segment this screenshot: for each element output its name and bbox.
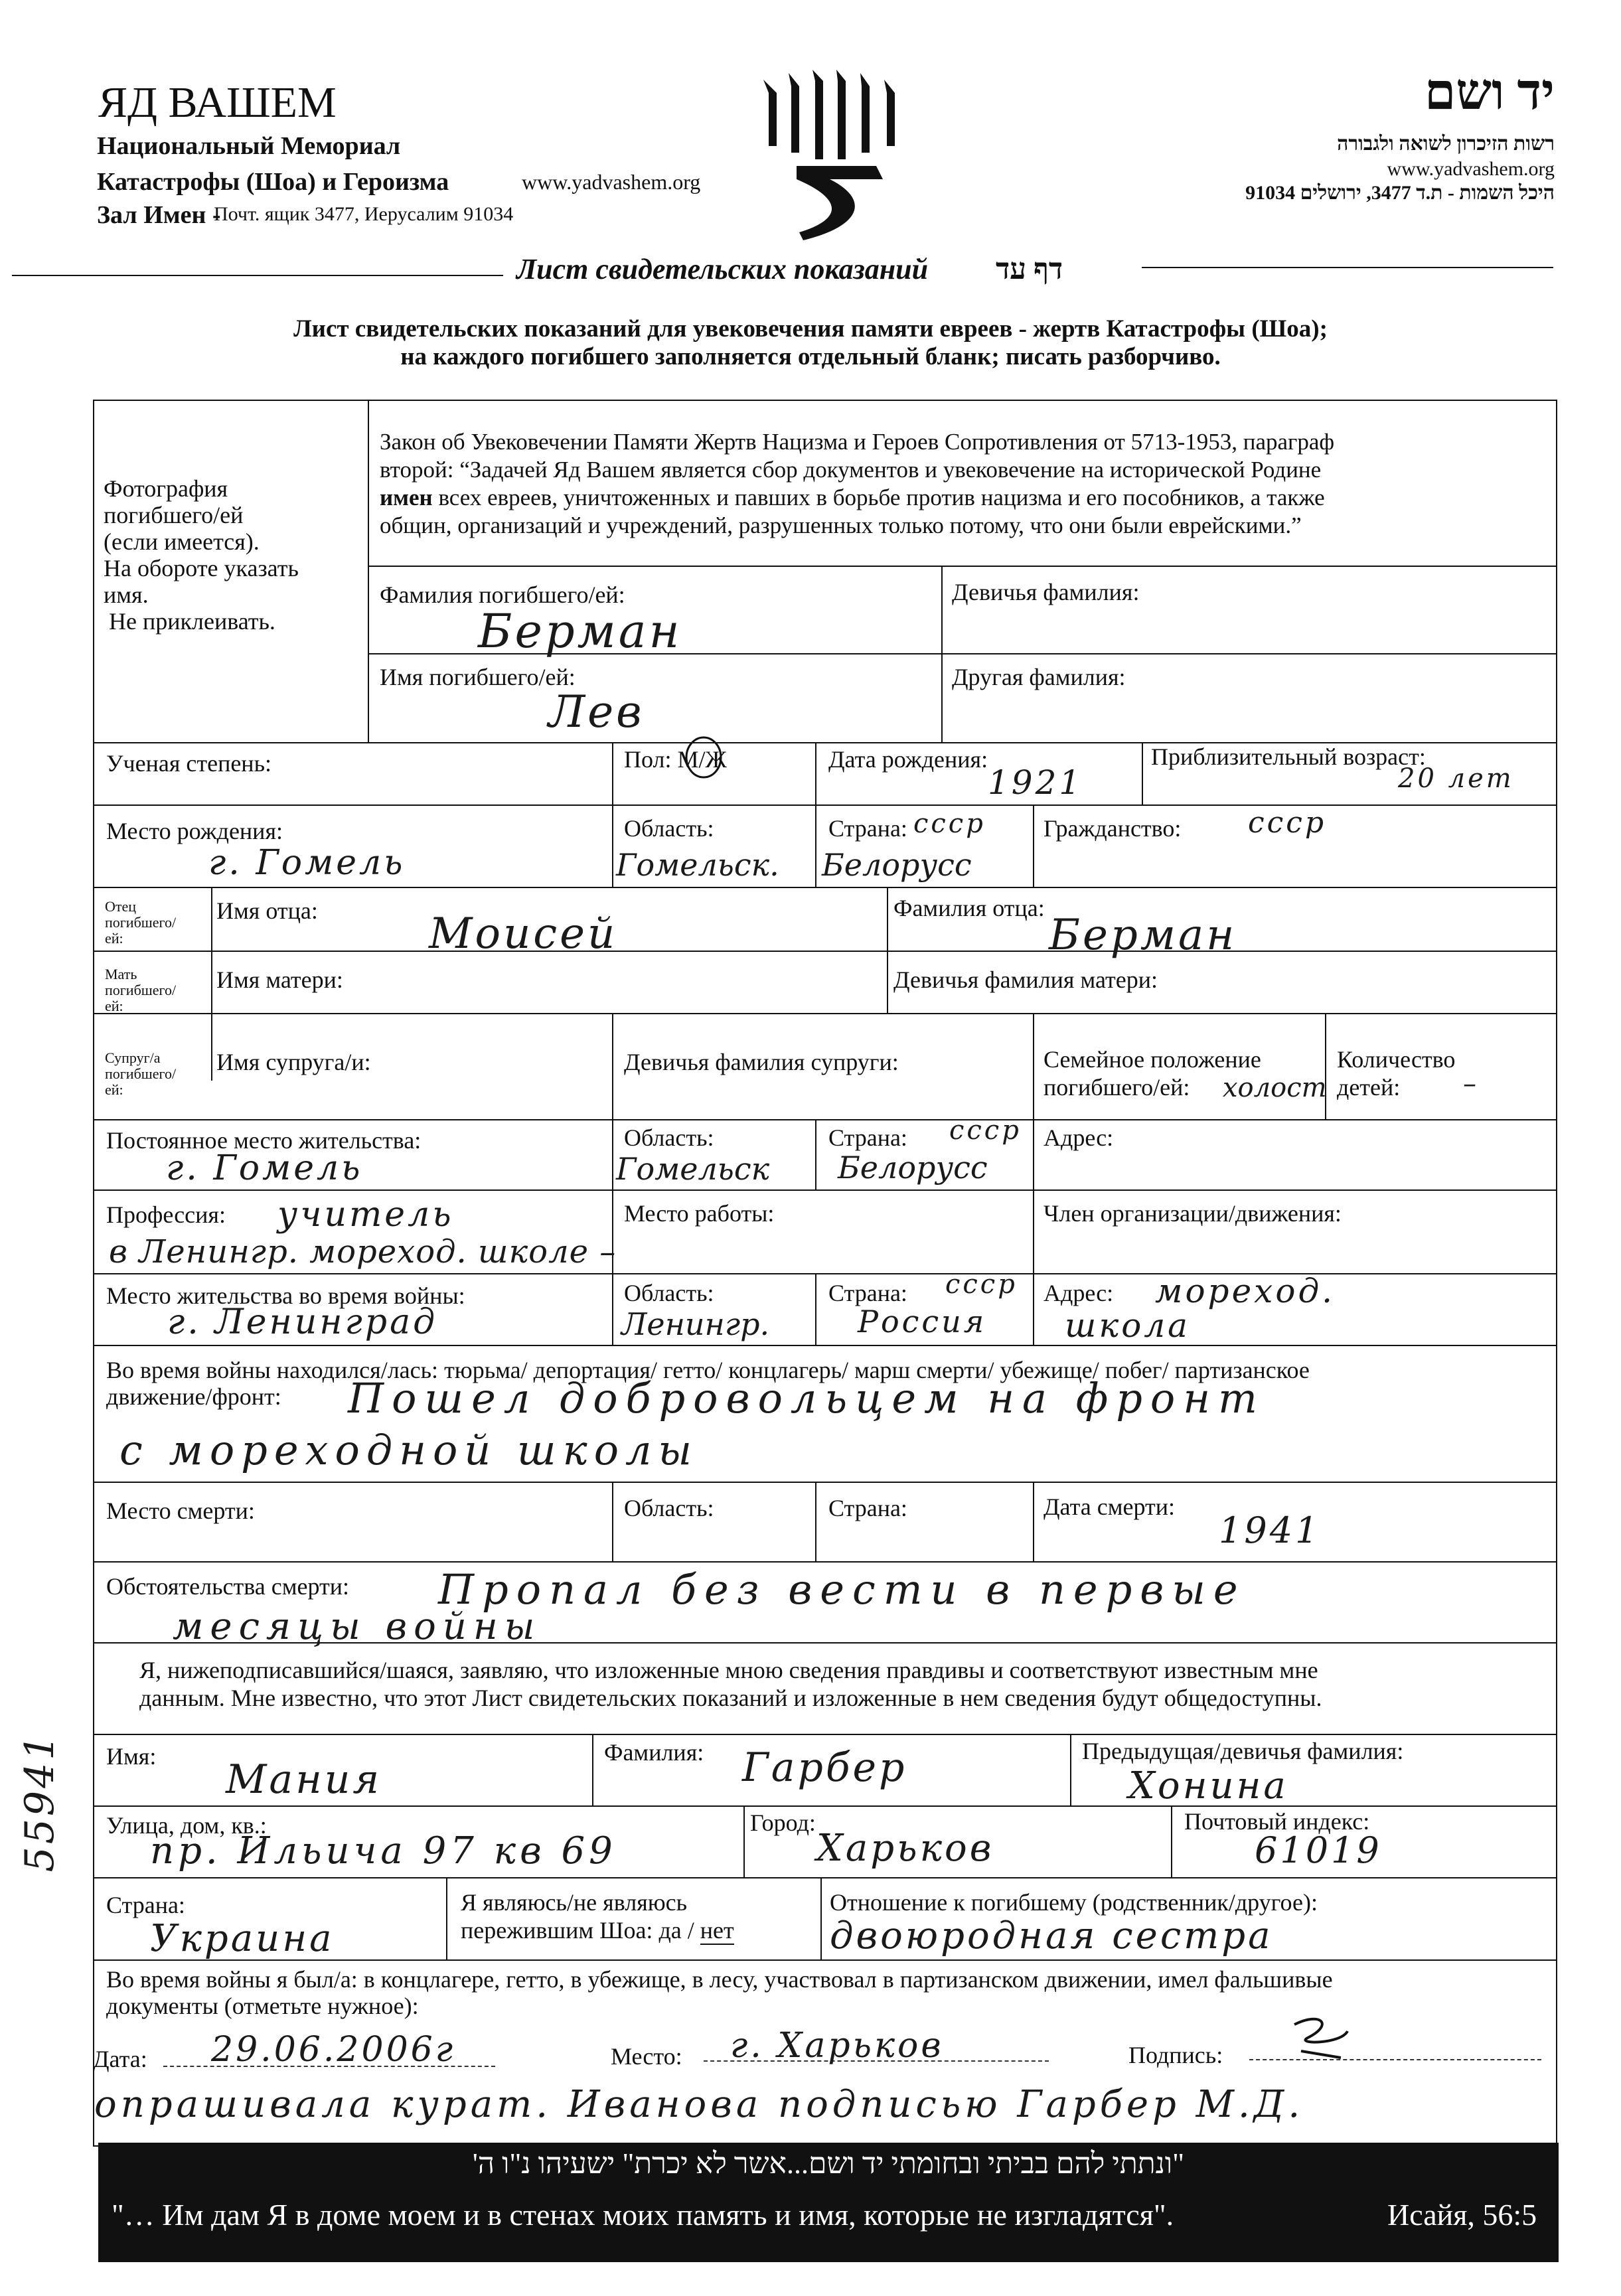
mother-side-label3: ей:	[105, 998, 123, 1014]
sub-surname-label: Фамилия:	[604, 1739, 704, 1766]
surname-label: Фамилия погибшего/ей:	[380, 581, 625, 608]
org-line1: Национальный Мемориал	[97, 132, 401, 160]
photo-line2: погибшего/ей	[104, 502, 244, 528]
res-region-label: Область:	[624, 1124, 714, 1151]
father-surname-label: Фамилия отца:	[893, 895, 1045, 921]
footer-russian-quote: "… Им дам Я в доме моем и в стенах моих память и имя, которые не изгладятся".	[112, 2198, 1174, 2232]
survivor-label1: Я являюсь/не являюсь	[461, 1889, 688, 1916]
citizenship-value[interactable]: ссср	[1248, 806, 1327, 840]
org-name: ЯД ВАШЕМ	[98, 78, 337, 127]
mother-maiden-label: Девичья фамилия матери:	[893, 966, 1158, 993]
title-rule-right	[1142, 267, 1553, 268]
org-line2: Катастрофы (Шоа) и Героизма	[97, 168, 449, 196]
death-region-label: Область:	[624, 1495, 714, 1521]
sub-prev-value[interactable]: Хонина	[1128, 1764, 1288, 1807]
profession-label: Профессия:	[106, 1201, 226, 1228]
sub-prev-label: Предыдущая/девичья фамилия:	[1082, 1738, 1404, 1764]
sex-circle-mark-icon	[682, 734, 725, 781]
war-front-value2[interactable]: с мореходной школы	[119, 1426, 698, 1474]
war-country-top-value[interactable]: ссср	[945, 1269, 1018, 1300]
sub-name-label: Имя:	[106, 1743, 157, 1770]
firstname-value[interactable]: Лев	[548, 686, 645, 737]
hebrew-name: יד ושם	[1424, 64, 1555, 120]
workplace-label: Место работы:	[624, 1200, 775, 1227]
place-label: Место:	[611, 2043, 682, 2070]
death-circ-value2[interactable]: месяцы войны	[173, 1605, 542, 1648]
photo-line1: Фотография	[104, 475, 228, 502]
death-place-label: Место смерти:	[106, 1497, 255, 1524]
margin-number: 55941	[17, 1732, 63, 1873]
death-date-label: Дата смерти:	[1043, 1493, 1176, 1520]
law-line3-rest: всех евреев, уничтоженных и павших в борьбе против нацизма и его пособников, а также	[432, 485, 1325, 510]
sub-surname-value[interactable]: Гарбер	[742, 1744, 907, 1791]
hall-label: Зал Имен -	[97, 201, 221, 229]
hebrew-website: www.yadvashem.org	[1387, 158, 1555, 180]
signature-scribble[interactable]	[1281, 2011, 1361, 2064]
date-value[interactable]: 29.06.2006г	[211, 2030, 456, 2070]
birth-country-label: Страна:	[828, 815, 907, 842]
form-title-hebrew: דף עד	[996, 253, 1063, 285]
declaration-line1: Я, нижеподписавшийся/шаяся, заявляю, что изложенные мною сведения правдивы и соответствуют известным мне	[139, 1657, 1318, 1683]
dob-label: Дата рождения:	[828, 746, 988, 773]
approx-age-label: Приблизительный возраст:	[1151, 743, 1426, 770]
residence-label: Постоянное место жительства:	[106, 1127, 422, 1154]
photo-line4: На обороте указать	[104, 555, 299, 581]
hebrew-line1: רשות הזיכרון לשואה ולגבורה	[1337, 133, 1555, 155]
website: www.yadvashem.org	[522, 170, 701, 194]
photo-line5: имя.	[104, 581, 149, 608]
res-country-label: Страна:	[828, 1124, 907, 1151]
profession-value[interactable]: учитель	[277, 1195, 454, 1235]
father-side-label2: погибшего/	[105, 914, 177, 931]
death-country-label: Страна:	[828, 1495, 907, 1521]
footer-citation: Исайя, 56:5	[1387, 2198, 1537, 2232]
photo-divider	[368, 400, 369, 742]
mother-side-label2: погибшего/	[105, 982, 177, 998]
mother-name-label: Имя матери:	[216, 966, 343, 993]
survivor-separator: /	[681, 1917, 700, 1944]
signature-label: Подпись:	[1128, 2042, 1223, 2068]
city-label: Город:	[750, 1809, 816, 1836]
law-line3	[380, 485, 1325, 511]
father-name-value[interactable]: Моисей	[429, 909, 618, 958]
marital-label2: погибшего/ей:	[1043, 1074, 1190, 1101]
maiden-label: Девичья фамилия:	[952, 579, 1140, 605]
subtitle-line2: на каждого погибшего заполняется отдельный бланк; писать разборчиво.	[400, 343, 1221, 370]
birth-region-label: Область:	[624, 815, 714, 842]
place-value[interactable]: г. Харьков	[730, 2026, 944, 2066]
residence-value[interactable]: г. Гомель	[166, 1148, 363, 1188]
law-names-bold: имен	[380, 485, 433, 510]
title-rule-left	[12, 275, 503, 276]
sub-name-value[interactable]: Мания	[226, 1756, 382, 1803]
spouse-side-label2: погибшего/	[105, 1065, 177, 1082]
res-address-label: Адрес:	[1043, 1124, 1114, 1151]
war-front-value1[interactable]: Пошел добровольцем на фронт	[348, 1374, 1265, 1422]
other-surname-label: Другая фамилия:	[952, 664, 1126, 690]
city-value[interactable]: Харьков	[816, 1827, 994, 1870]
war-during-label1: Во время войны находился/лась: тюрьма/ депортация/ гетто/ концлагерь/ марш смерти/ убежище/ побег/ партизанское	[106, 1357, 1310, 1383]
postal-label: Почтовый индекс:	[1184, 1808, 1370, 1835]
death-date-value[interactable]: 1941	[1219, 1509, 1321, 1551]
degree-label: Ученая степень:	[106, 750, 271, 777]
sex-label: Пол: М/Ж	[624, 746, 727, 773]
sub-war-label2: документы (отметьте нужное):	[106, 1993, 419, 2019]
father-side-label3: ей:	[105, 930, 123, 947]
law-line2: второй: “Задачей Яд Вашем является сбор документов и увековечение на исторической Родине	[380, 457, 1322, 483]
sub-country-label: Страна:	[106, 1892, 185, 1918]
father-surname-value[interactable]: Берман	[1049, 911, 1237, 960]
war-region-label: Область:	[624, 1280, 714, 1306]
declaration-line2: данным. Мне известно, что этот Лист свидетельских показаний и изложенные в нем сведения будут общедоступны.	[139, 1685, 1322, 1711]
surname-value[interactable]: Берман	[478, 604, 682, 658]
children-label2: детей:	[1337, 1074, 1401, 1101]
death-circ-value1[interactable]: Пропал без вести в первые	[438, 1565, 1246, 1614]
photo-line6: Не приклеивать.	[109, 608, 275, 635]
dob-value[interactable]: 1921	[988, 763, 1083, 802]
member-label: Член организации/движения:	[1043, 1200, 1342, 1227]
spouse-side-label1: Супруг/а	[105, 1049, 161, 1066]
father-name-label: Имя отца:	[216, 897, 318, 924]
birthplace-value[interactable]: г. Гомель	[208, 843, 406, 883]
war-address-value1[interactable]: мореход.	[1155, 1272, 1336, 1310]
sub-war-label1: Во время войны я был/а: в концлагере, гетто, в убежище, в лесу, участвовал в партизанском движении, имел фальшивые	[106, 1966, 1333, 1993]
marital-label1: Семейное положение	[1043, 1046, 1261, 1073]
subtitle-line1: Лист свидетельских показаний для увековечения памяти евреев - жертв Катастрофы (Шоа);	[293, 315, 1328, 343]
postal-value[interactable]: 61019	[1255, 1829, 1382, 1871]
spouse-name-label: Имя супруга/и:	[216, 1049, 371, 1075]
survivor-label2	[461, 1917, 734, 1944]
survivor-yes-option[interactable]: да	[658, 1917, 682, 1944]
street-label: Улица, дом, кв.:	[106, 1812, 267, 1839]
spouse-maiden-label: Девичья фамилия супруги:	[624, 1049, 899, 1075]
birthplace-label: Место рождения:	[106, 818, 283, 844]
photo-line3: (если имеется).	[104, 528, 260, 555]
war-region-value[interactable]: Ленингр.	[621, 1306, 770, 1342]
war-country-label: Страна:	[828, 1280, 907, 1306]
war-address-value2[interactable]: школа	[1065, 1306, 1190, 1345]
birth-country-top-value[interactable]: ссср	[913, 808, 986, 839]
firstname-label: Имя погибшего/ей:	[380, 664, 576, 690]
children-value[interactable]: –	[1463, 1069, 1479, 1099]
approx-age-value[interactable]: 20 лет	[1398, 763, 1514, 794]
war-residence-value[interactable]: г. Ленинград	[167, 1302, 438, 1342]
form-title: Лист свидетельских показаний	[516, 253, 929, 285]
street-value[interactable]: пр. Ильича 97 кв 69	[150, 1829, 617, 1873]
children-label1: Количество	[1337, 1046, 1456, 1073]
birth-region-value[interactable]: Гомельск.	[616, 847, 779, 883]
law-line1: Закон об Увековечении Памяти Жертв Нацизма и Героев Сопротивления от 5713-1953, параграф	[380, 429, 1335, 455]
father-side-label1: Отец	[105, 898, 137, 915]
res-country-value[interactable]: Белорусс	[838, 1150, 988, 1186]
war-address-label: Адрес:	[1043, 1280, 1114, 1306]
law-line4: общин, организаций и учреждений, разрушенных только потому, что они были еврейскими.”	[380, 512, 1302, 538]
sub-country-value[interactable]: Украина	[150, 1917, 335, 1960]
yad-vashem-logo-icon	[757, 66, 916, 246]
hebrew-address: היכל השמות - ת.ד 3477, ירושלים 91034	[1245, 182, 1555, 204]
res-region-value[interactable]: Гомельск	[616, 1151, 770, 1187]
relation-value[interactable]: двоюродная сестра	[830, 1914, 1273, 1957]
war-residence-label: Место жительства во время войны:	[106, 1282, 465, 1309]
spouse-side-label3: ей:	[105, 1081, 123, 1098]
death-circ-label: Обстоятельства смерти:	[106, 1573, 349, 1600]
profession-value-line2[interactable]: в Ленингр. мореход. школе –	[109, 1233, 617, 1270]
war-country-value[interactable]: Россия	[858, 1304, 987, 1339]
footer-hebrew-quote: "ונתתי להם בביתי ובחומתי יד ושם...אשר לא יכרת" ישעיהו נ"ו ה'	[472, 2147, 1185, 2180]
mother-side-label1: Мать	[105, 966, 137, 982]
footnote-value: опрашивала курат. Иванова подписью Гарбер М.Д.	[94, 2083, 1304, 2126]
address: Почт. ящик 3477, Иерусалим 91034	[214, 203, 514, 225]
res-country-top-value[interactable]: ссср	[949, 1115, 1022, 1146]
date-label: Дата:	[93, 2046, 147, 2072]
survivor-question: пережившим Шоа:	[461, 1917, 653, 1944]
relation-label: Отношение к погибшему (родственник/другое):	[830, 1889, 1318, 1916]
citizenship-label: Гражданство:	[1043, 815, 1182, 842]
birth-country-value[interactable]: Белорусс	[822, 847, 972, 883]
war-during-label2: движение/фронт:	[106, 1383, 281, 1410]
survivor-no-option[interactable]: нет	[700, 1917, 734, 1944]
marital-value[interactable]: холост	[1223, 1073, 1327, 1103]
